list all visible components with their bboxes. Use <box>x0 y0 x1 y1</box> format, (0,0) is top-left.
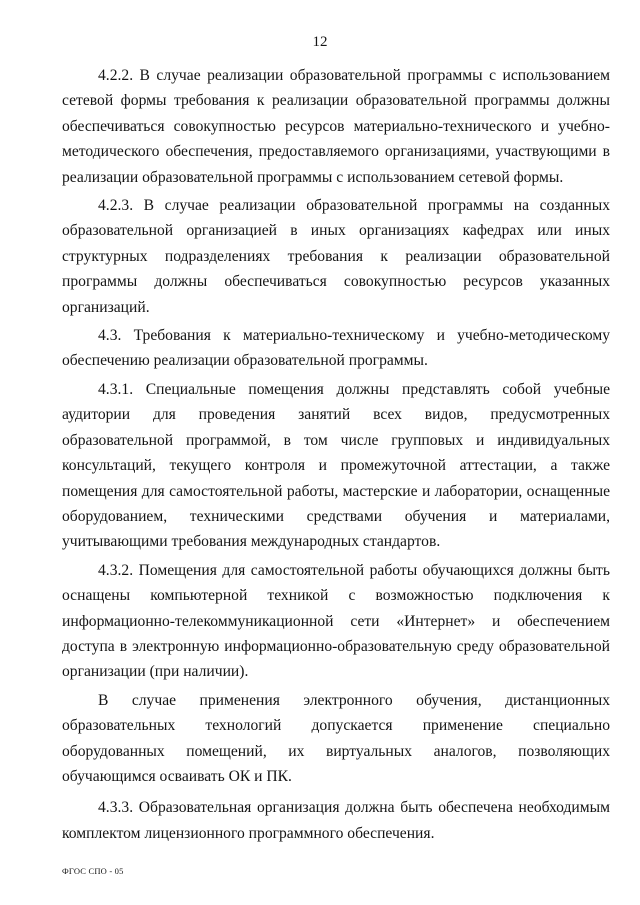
paragraph-4-3: 4.3. Требования к материально-техническому и учебно-методическому обеспечению реализации образовательной программы. <box>62 327 610 370</box>
paragraph-4-2-3: 4.2.3. В случае реализации образовательной программы на созданных образовательной организацией в иных организациях кафедрах или иных структурных подразделениях требования к реализации образовательной программы должны обеспечиваться совокупностью ресурсов указанных организаций. <box>62 197 610 316</box>
paragraph-4-3-3: 4.3.3. Образовательная организация должна быть обеспечена необходимым комплектом лицензионного программного обеспечения. <box>62 799 610 842</box>
paragraph-e-learning: В случае применения электронного обучения, дистанционных образовательных технологий допускается применение специально оборудованных помещений, их виртуальных аналогов, позволяющих обучающимся осваивать ОК и ПК. <box>62 691 610 785</box>
paragraph-4-3-2: 4.3.2. Помещения для самостоятельной работы обучающихся должны быть оснащены компьютерной техникой с возможностью подключения к информационно-телекоммуникационной сети «Интернет» и обеспечением доступа в электронную информационно-образовательную среду образовательной организации (при наличии). <box>62 561 610 681</box>
document-body <box>62 63 610 849</box>
page-number: 12 <box>312 34 328 50</box>
footer-document-code: ФГОС СПО - 05 <box>62 866 124 876</box>
paragraph-4-2-2: 4.2.2. В случае реализации образовательной программы с использованием сетевой формы требования к реализации образовательной программы должны обеспечиваться совокупностью ресурсов материально-технического и учебно-методического обеспечения, предоставляемого организациями, участвующими в реализации образовательной программы с использованием сетевой формы. <box>62 67 610 186</box>
paragraph-4-3-1: 4.3.1. Специальные помещения должны представлять собой учебные аудитории для проведения занятий всех видов, предусмотренных образовательной программой, в том числе групповых и индивидуальных консультаций, текущего контроля и промежуточной аттестации, а также помещения для самостоятельной работы, мастерские и лаборатории, оснащенные оборудованием, техническими средствами обучения и материалами, учитывающими требования международных стандартов. <box>62 380 610 551</box>
